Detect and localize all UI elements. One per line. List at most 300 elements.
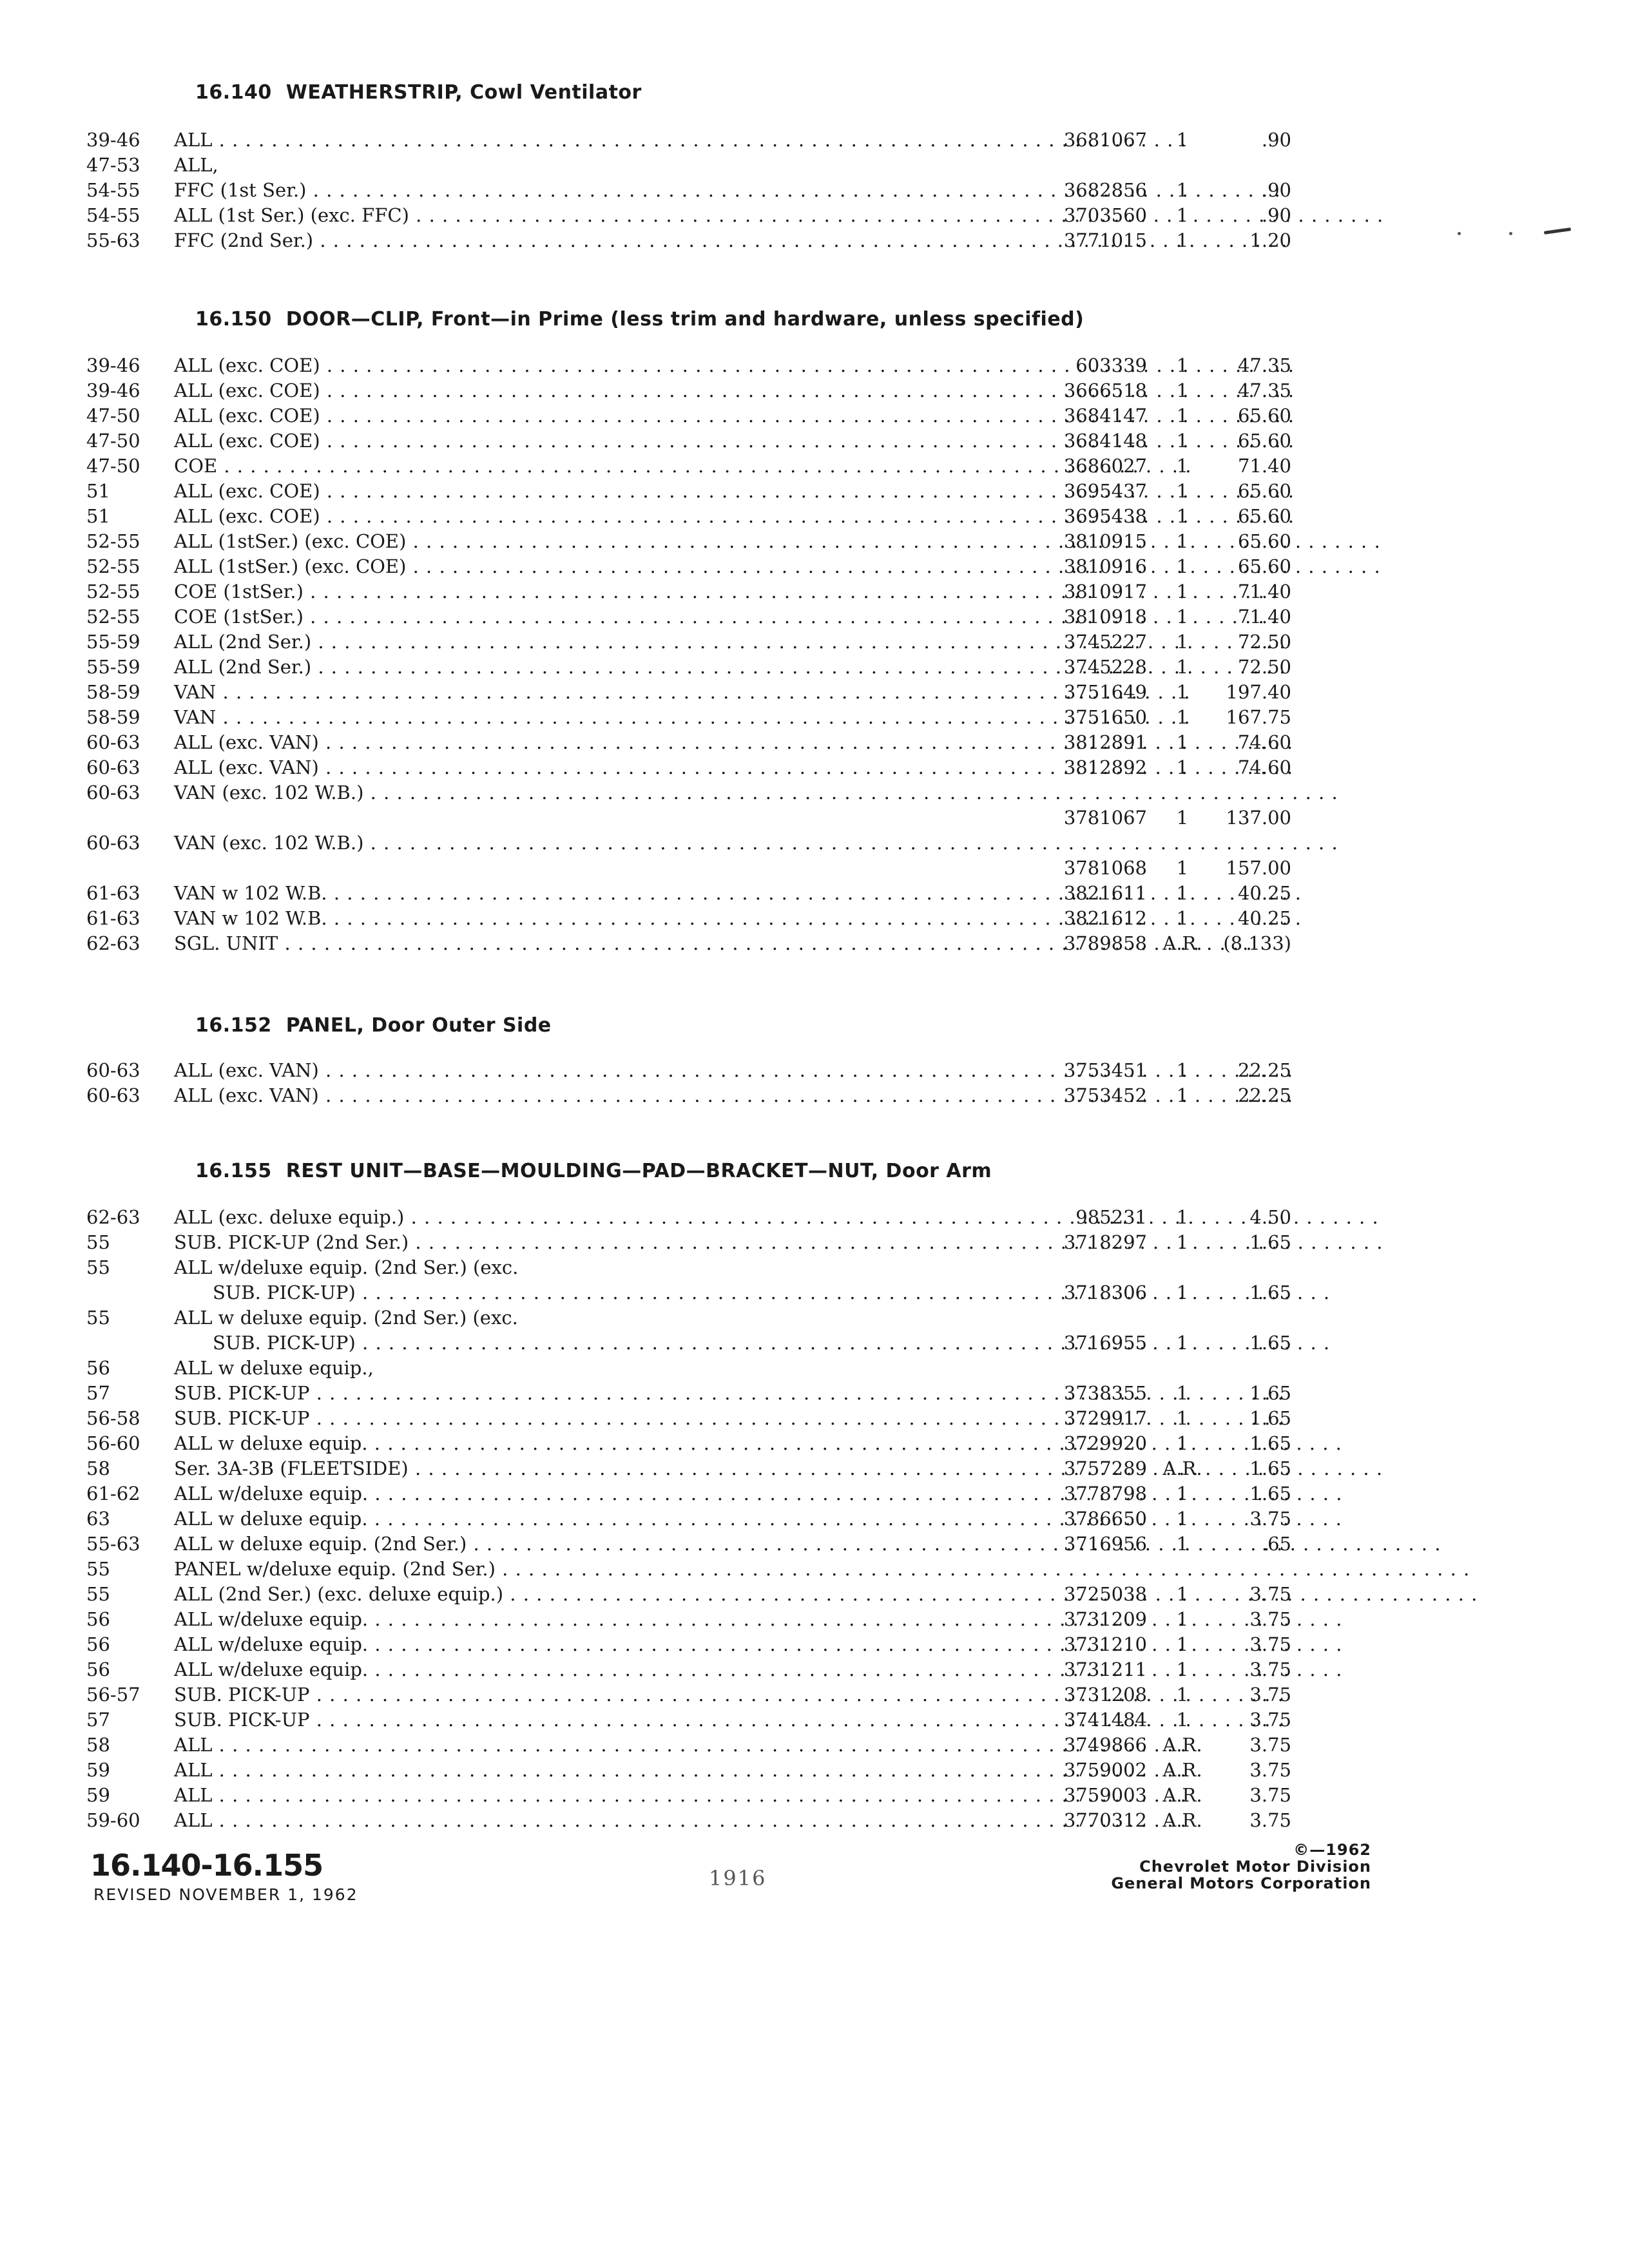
table-row bbox=[0, 354, 1629, 380]
model-text: ALL w/deluxe equip. . . . bbox=[174, 1658, 1342, 1680]
table-row bbox=[0, 1608, 1629, 1633]
model-text: SUB. PICK-UP . . . bbox=[174, 1382, 1284, 1404]
model-text: FFC (2nd Ser.) . . . bbox=[174, 229, 1287, 251]
stray-scan-dot bbox=[1458, 232, 1461, 235]
model-text: SUB. PICK-UP . . . bbox=[174, 1407, 1284, 1429]
part-number-cell: 3716955 bbox=[1063, 1332, 1147, 1354]
table-row bbox=[0, 756, 1629, 782]
table-row bbox=[0, 1633, 1629, 1658]
quantity-cell: 1 bbox=[1176, 1508, 1189, 1530]
part-number-cell: 3789858 bbox=[1063, 932, 1147, 954]
part-number-cell: 3695438 bbox=[1063, 505, 1147, 527]
table-row bbox=[0, 1059, 1629, 1084]
table-row bbox=[0, 1759, 1629, 1784]
years-cell: 51 bbox=[86, 505, 110, 527]
model-text: ALL w deluxe equip., bbox=[174, 1357, 374, 1379]
model-text: ALL . . . bbox=[174, 1759, 1187, 1781]
price-cell: 22.25 bbox=[1237, 1084, 1291, 1106]
years-cell: 57 bbox=[86, 1709, 110, 1731]
quantity-cell: 1 bbox=[1176, 380, 1189, 401]
price-cell: 3.75 bbox=[1249, 1633, 1291, 1655]
years-cell: 39-46 bbox=[86, 380, 140, 401]
quantity-cell: 1 bbox=[1176, 681, 1189, 703]
quantity-cell: 1 bbox=[1176, 631, 1189, 653]
part-number-cell: 3686027 bbox=[1063, 455, 1147, 477]
price-cell: 47.35 bbox=[1237, 380, 1291, 401]
model-cell bbox=[174, 1759, 568, 1781]
years-cell: 52-55 bbox=[86, 606, 140, 628]
quantity-cell: 1 bbox=[1176, 1432, 1189, 1454]
part-number-cell: 3682856 bbox=[1063, 179, 1147, 201]
model-cell bbox=[174, 1809, 568, 1831]
section-number: 16.155 bbox=[195, 1160, 272, 1182]
model-cell bbox=[174, 907, 568, 929]
table-row bbox=[0, 1256, 1629, 1307]
price-cell: 1.20 bbox=[1249, 229, 1291, 251]
model-text: VAN . . . bbox=[174, 706, 1191, 728]
quantity-cell: 1 bbox=[1176, 1206, 1189, 1228]
model-cell bbox=[174, 1483, 568, 1504]
model-text: COE (1stSer.) . . . bbox=[174, 581, 1278, 602]
price-cell: 1.65 bbox=[1249, 1483, 1291, 1504]
table-row bbox=[0, 555, 1629, 581]
years-cell: 55-63 bbox=[86, 229, 140, 251]
table-row bbox=[0, 656, 1629, 681]
price-cell: 71.40 bbox=[1237, 606, 1291, 628]
model-cell bbox=[174, 631, 568, 653]
price-cell: 3.75 bbox=[1249, 1658, 1291, 1680]
price-cell: 1.65 bbox=[1249, 1282, 1291, 1303]
part-number-cell: 3738355 bbox=[1063, 1382, 1147, 1404]
model-text: ALL, bbox=[174, 154, 218, 176]
years-cell: 63 bbox=[86, 1508, 110, 1530]
model-text: SUB. PICK-UP . . . bbox=[174, 1684, 1284, 1706]
model-cell bbox=[174, 480, 568, 502]
table-row bbox=[0, 1407, 1629, 1432]
quantity-cell: 1 bbox=[1176, 129, 1189, 151]
quantity-cell: 1 bbox=[1176, 1059, 1189, 1081]
table-row bbox=[0, 1206, 1629, 1231]
model-text: ALL . . . bbox=[174, 1784, 1187, 1806]
price-cell: 40.25 bbox=[1237, 882, 1291, 904]
model-cell bbox=[174, 1307, 568, 1354]
footer-section-range: 16.140-16.155 bbox=[90, 1848, 323, 1883]
quantity-cell: 1 bbox=[1176, 505, 1189, 527]
years-cell: 56 bbox=[86, 1357, 110, 1379]
part-number-cell: 3684148 bbox=[1063, 430, 1147, 452]
table-row bbox=[0, 731, 1629, 756]
part-number-cell: 3718297 bbox=[1063, 1231, 1147, 1253]
table-row bbox=[0, 530, 1629, 555]
quantity-cell: 1 bbox=[1176, 204, 1189, 226]
table-row bbox=[0, 907, 1629, 932]
model-cell bbox=[174, 882, 568, 904]
part-number-cell: 603339 bbox=[1075, 354, 1147, 376]
quantity-cell: 1 bbox=[1176, 1684, 1189, 1706]
model-cell bbox=[174, 354, 568, 376]
quantity-cell: 1 bbox=[1176, 530, 1189, 552]
years-cell: 59 bbox=[86, 1784, 110, 1806]
price-cell: 65.60 bbox=[1237, 505, 1291, 527]
model-text-continued: SUB. PICK-UP) . . . bbox=[213, 1282, 568, 1303]
table-row bbox=[0, 1508, 1629, 1533]
section-title: WEATHERSTRIP, Cowl Ventilator bbox=[285, 81, 642, 104]
years-cell: 61-62 bbox=[86, 1483, 140, 1504]
years-cell: 58 bbox=[86, 1734, 110, 1756]
model-cell bbox=[174, 932, 568, 954]
table-row bbox=[0, 1457, 1629, 1483]
model-text: ALL (1st Ser.) (exc. FFC) . . . bbox=[174, 204, 1383, 226]
price-cell: 1.65 bbox=[1249, 1407, 1291, 1429]
quantity-cell: 1 bbox=[1176, 706, 1189, 728]
page-number: 1916 bbox=[709, 1866, 767, 1890]
model-text: SUB. PICK-UP . . . bbox=[174, 1709, 1284, 1731]
years-cell: 60-63 bbox=[86, 1084, 140, 1106]
table-row bbox=[0, 1583, 1629, 1608]
part-number-cell: 3812892 bbox=[1063, 756, 1147, 778]
years-cell: 47-50 bbox=[86, 455, 140, 477]
years-cell: 47-50 bbox=[86, 405, 140, 427]
years-cell: 60-63 bbox=[86, 782, 140, 803]
quantity-cell: 1 bbox=[1176, 179, 1189, 201]
quantity-cell: 1 bbox=[1176, 555, 1189, 577]
model-cell bbox=[174, 782, 568, 803]
model-text: ALL (1stSer.) (exc. COE) . . . bbox=[174, 555, 1381, 577]
price-cell: 65.60 bbox=[1237, 405, 1291, 427]
table-row bbox=[0, 455, 1629, 480]
part-number-cell: 3729917 bbox=[1063, 1407, 1147, 1429]
model-cell bbox=[174, 1231, 568, 1253]
model-text: ALL w deluxe equip. . . . bbox=[174, 1508, 1342, 1530]
division-name: Chevrolet Motor Division bbox=[1139, 1858, 1371, 1876]
table-row bbox=[0, 1307, 1629, 1357]
part-number-cell: 3666518 bbox=[1063, 380, 1147, 401]
model-cell bbox=[174, 1533, 568, 1555]
footer-revised-date: REVISED NOVEMBER 1, 1962 bbox=[93, 1885, 358, 1904]
price-cell: 1.65 bbox=[1249, 1382, 1291, 1404]
price-cell: 47.35 bbox=[1237, 354, 1291, 376]
quantity-cell: 1 bbox=[1176, 354, 1189, 376]
model-cell bbox=[174, 455, 568, 477]
model-cell bbox=[174, 505, 568, 527]
years-cell: 56 bbox=[86, 1633, 110, 1655]
corporation-name: General Motors Corporation bbox=[1111, 1874, 1371, 1892]
model-cell bbox=[174, 1684, 568, 1706]
model-text: ALL w/deluxe equip. . . . bbox=[174, 1483, 1342, 1504]
price-cell: 1.65 bbox=[1249, 1332, 1291, 1354]
quantity-cell: 1 bbox=[1176, 430, 1189, 452]
model-text: ALL (exc. VAN) . . . bbox=[174, 1059, 1293, 1081]
model-cell bbox=[174, 1508, 568, 1530]
price-cell: 74.60 bbox=[1237, 731, 1291, 753]
model-text: ALL (exc. COE) . . . bbox=[174, 505, 1295, 527]
years-cell: 55-63 bbox=[86, 1533, 140, 1555]
part-number-cell: 3786650 bbox=[1063, 1508, 1147, 1530]
years-cell: 56-58 bbox=[86, 1407, 140, 1429]
section-title: DOOR—CLIP, Front—in Prime (less trim and hardware, unless specified) bbox=[285, 308, 1084, 331]
model-text: SGL. UNIT . . . bbox=[174, 932, 1253, 954]
years-cell: 54-55 bbox=[86, 179, 140, 201]
model-cell bbox=[174, 1457, 568, 1479]
model-cell bbox=[174, 1734, 568, 1756]
quantity-cell: A.R. bbox=[1162, 1759, 1202, 1781]
part-number-cell: 3781067 bbox=[1063, 807, 1147, 829]
years-cell: 60-63 bbox=[86, 832, 140, 854]
table-row bbox=[0, 1432, 1629, 1457]
years-cell: 39-46 bbox=[86, 354, 140, 376]
model-cell bbox=[174, 731, 568, 753]
model-cell bbox=[174, 656, 568, 678]
parts-table bbox=[0, 129, 1629, 255]
section-title: PANEL, Door Outer Side bbox=[285, 1014, 552, 1037]
model-text: ALL . . . bbox=[174, 1809, 1187, 1831]
model-text: ALL (2nd Ser.) . . . bbox=[174, 631, 1286, 653]
model-text: PANEL w/deluxe equip. (2nd Ser.) . . . bbox=[174, 1558, 1470, 1580]
model-text: ALL w deluxe equip. (2nd Ser.) (exc. bbox=[174, 1307, 518, 1329]
years-cell: 60-63 bbox=[86, 756, 140, 778]
part-number-cell: 3781068 bbox=[1063, 857, 1147, 879]
quantity-cell: 1 bbox=[1176, 405, 1189, 427]
years-cell: 56 bbox=[86, 1608, 110, 1630]
price-cell: 3.75 bbox=[1249, 1784, 1291, 1806]
section-heading bbox=[195, 81, 642, 104]
section-number: 16.150 bbox=[195, 308, 272, 331]
model-cell bbox=[174, 1633, 568, 1655]
years-cell: 58 bbox=[86, 1457, 110, 1479]
years-cell: 56-60 bbox=[86, 1432, 140, 1454]
model-text: ALL (exc. VAN) . . . bbox=[174, 1084, 1293, 1106]
model-text: COE (1stSer.) . . . bbox=[174, 606, 1278, 628]
model-cell bbox=[174, 1432, 568, 1454]
part-number-cell: 3810917 bbox=[1063, 581, 1147, 602]
table-row bbox=[0, 129, 1629, 154]
part-number-cell: 3810915 bbox=[1063, 530, 1147, 552]
quantity-cell: A.R. bbox=[1162, 1457, 1202, 1479]
model-text: ALL (exc. COE) . . . bbox=[174, 354, 1295, 376]
years-cell: 55 bbox=[86, 1307, 110, 1329]
years-cell: 55 bbox=[86, 1231, 110, 1253]
model-cell bbox=[174, 154, 568, 176]
table-row bbox=[0, 1084, 1629, 1110]
model-text: ALL (2nd Ser.) . . . bbox=[174, 656, 1286, 678]
model-cell bbox=[174, 430, 568, 452]
price-cell: 1.65 bbox=[1249, 1432, 1291, 1454]
part-number-cell: 3725038 bbox=[1063, 1583, 1147, 1605]
section-heading bbox=[195, 1014, 552, 1037]
years-cell: 58-59 bbox=[86, 706, 140, 728]
years-cell: 47-53 bbox=[86, 154, 140, 176]
part-number-cell: 3745228 bbox=[1063, 656, 1147, 678]
table-row bbox=[0, 932, 1629, 957]
quantity-cell: 1 bbox=[1176, 1483, 1189, 1504]
years-cell: 55-59 bbox=[86, 631, 140, 653]
price-cell: .65 bbox=[1261, 1533, 1291, 1555]
model-text: ALL . . . bbox=[174, 1734, 1187, 1756]
years-cell: 55 bbox=[86, 1558, 110, 1580]
quantity-cell: A.R. bbox=[1162, 1734, 1202, 1756]
price-cell: 72.50 bbox=[1237, 631, 1291, 653]
quantity-cell: 1 bbox=[1176, 1633, 1189, 1655]
price-cell: 197.40 bbox=[1226, 681, 1291, 703]
part-number-cell: 3757289 bbox=[1063, 1457, 1147, 1479]
model-text: ALL . . . bbox=[174, 129, 1187, 151]
model-cell bbox=[174, 1709, 568, 1731]
part-number-cell: 3741484 bbox=[1063, 1709, 1147, 1731]
price-cell: 40.25 bbox=[1237, 907, 1291, 929]
quantity-cell: 1 bbox=[1176, 731, 1189, 753]
model-text: VAN w 102 W.B. . . . bbox=[174, 907, 1302, 929]
model-cell bbox=[174, 179, 568, 201]
quantity-cell: 1 bbox=[1176, 1407, 1189, 1429]
quantity-cell: 1 bbox=[1176, 1709, 1189, 1731]
years-cell: 47-50 bbox=[86, 430, 140, 452]
quantity-cell: 1 bbox=[1176, 581, 1189, 602]
price-cell: 71.40 bbox=[1237, 581, 1291, 602]
quantity-cell: 1 bbox=[1176, 1583, 1189, 1605]
model-text: VAN w 102 W.B. . . . bbox=[174, 882, 1302, 904]
part-number-cell: 3810916 bbox=[1063, 555, 1147, 577]
price-cell: 74.60 bbox=[1237, 756, 1291, 778]
quantity-cell: 1 bbox=[1176, 1533, 1189, 1555]
table-row bbox=[0, 430, 1629, 455]
part-number-cell: 3731211 bbox=[1063, 1658, 1147, 1680]
price-cell: 71.40 bbox=[1237, 455, 1291, 477]
model-text: Ser. 3A-3B (FLEETSIDE) . . . bbox=[174, 1457, 1383, 1479]
part-number-cell: 3731209 bbox=[1063, 1608, 1147, 1630]
price-cell: .90 bbox=[1261, 204, 1291, 226]
model-text: ALL w/deluxe equip. . . . bbox=[174, 1633, 1342, 1655]
model-text: SUB. PICK-UP (2nd Ser.) . . . bbox=[174, 1231, 1383, 1253]
table-row bbox=[0, 681, 1629, 706]
quantity-cell: 1 bbox=[1176, 882, 1189, 904]
years-cell: 61-63 bbox=[86, 882, 140, 904]
model-text: ALL (exc. COE) . . . bbox=[174, 480, 1295, 502]
price-cell: 3.75 bbox=[1249, 1608, 1291, 1630]
table-row bbox=[0, 154, 1629, 179]
model-cell bbox=[174, 1084, 568, 1106]
part-number-cell: 3729920 bbox=[1063, 1432, 1147, 1454]
quantity-cell: 1 bbox=[1176, 480, 1189, 502]
model-cell bbox=[174, 1206, 568, 1228]
price-cell: (8.133) bbox=[1223, 932, 1291, 954]
price-cell: 72.50 bbox=[1237, 656, 1291, 678]
part-number-cell: 3684147 bbox=[1063, 405, 1147, 427]
table-row bbox=[0, 505, 1629, 530]
table-row bbox=[0, 1357, 1629, 1382]
model-text-continued: SUB. PICK-UP) . . . bbox=[213, 1332, 568, 1354]
price-cell: 3.75 bbox=[1249, 1709, 1291, 1731]
years-cell: 56 bbox=[86, 1658, 110, 1680]
quantity-cell: A.R. bbox=[1162, 932, 1202, 954]
part-number-cell: 3821611 bbox=[1063, 882, 1147, 904]
table-row bbox=[0, 581, 1629, 606]
quantity-cell: 1 bbox=[1176, 857, 1189, 879]
years-cell: 62-63 bbox=[86, 1206, 140, 1228]
table-row bbox=[0, 782, 1629, 832]
section-number: 16.140 bbox=[195, 81, 272, 104]
quantity-cell: 1 bbox=[1176, 907, 1189, 929]
part-number-cell: 3681067 bbox=[1063, 129, 1147, 151]
stray-scan-dot bbox=[1509, 232, 1512, 235]
model-text: ALL (exc. deluxe equip.) . . . bbox=[174, 1206, 1379, 1228]
quantity-cell: A.R. bbox=[1162, 1784, 1202, 1806]
quantity-cell: 1 bbox=[1176, 606, 1189, 628]
quantity-cell: 1 bbox=[1176, 756, 1189, 778]
model-cell bbox=[174, 1382, 568, 1404]
table-row bbox=[0, 706, 1629, 731]
model-text: ALL w/deluxe equip. (2nd Ser.) (exc. bbox=[174, 1256, 519, 1278]
years-cell: 60-63 bbox=[86, 1059, 140, 1081]
table-row bbox=[0, 380, 1629, 405]
price-cell: 65.60 bbox=[1237, 555, 1291, 577]
quantity-cell: 1 bbox=[1176, 1332, 1189, 1354]
model-text: VAN (exc. 102 W.B.) . . . bbox=[174, 832, 1338, 854]
model-cell bbox=[174, 1357, 568, 1379]
model-text: ALL (exc. VAN) . . . bbox=[174, 756, 1293, 778]
model-cell bbox=[174, 405, 568, 427]
table-row bbox=[0, 1734, 1629, 1759]
model-cell bbox=[174, 606, 568, 628]
table-row bbox=[0, 1483, 1629, 1508]
model-text: ALL (exc. COE) . . . bbox=[174, 380, 1295, 401]
parts-table bbox=[0, 354, 1629, 957]
quantity-cell: 1 bbox=[1176, 1608, 1189, 1630]
quantity-cell: 1 bbox=[1176, 1658, 1189, 1680]
quantity-cell: A.R. bbox=[1162, 1809, 1202, 1831]
part-number-cell: 3751649 bbox=[1063, 681, 1147, 703]
years-cell: 52-55 bbox=[86, 530, 140, 552]
table-row bbox=[0, 832, 1629, 882]
model-cell bbox=[174, 555, 568, 577]
table-row bbox=[0, 405, 1629, 430]
model-text: ALL (2nd Ser.) (exc. deluxe equip.) . . . bbox=[174, 1583, 1478, 1605]
table-row bbox=[0, 204, 1629, 229]
price-cell: 1.65 bbox=[1249, 1457, 1291, 1479]
section-number: 16.152 bbox=[195, 1014, 272, 1037]
model-text: ALL w deluxe equip. (2nd Ser.) . . . bbox=[174, 1533, 1441, 1555]
part-number-cell: 3718306 bbox=[1063, 1282, 1147, 1303]
model-cell bbox=[174, 530, 568, 552]
quantity-cell: 1 bbox=[1176, 455, 1189, 477]
part-number-cell: 3759002 bbox=[1063, 1759, 1147, 1781]
table-row bbox=[0, 480, 1629, 505]
price-cell: 157.00 bbox=[1226, 857, 1291, 879]
model-cell bbox=[174, 832, 568, 854]
years-cell: 54-55 bbox=[86, 204, 140, 226]
model-cell bbox=[174, 204, 568, 226]
table-row bbox=[0, 631, 1629, 656]
price-cell: 3.75 bbox=[1249, 1684, 1291, 1706]
model-cell bbox=[174, 229, 568, 251]
table-row bbox=[0, 179, 1629, 204]
price-cell: 3.75 bbox=[1249, 1759, 1291, 1781]
model-cell bbox=[174, 581, 568, 602]
part-number-cell: 3745227 bbox=[1063, 631, 1147, 653]
part-number-cell: 3716956 bbox=[1063, 1533, 1147, 1555]
table-row bbox=[0, 1533, 1629, 1558]
table-row bbox=[0, 606, 1629, 631]
price-cell: 3.75 bbox=[1249, 1508, 1291, 1530]
years-cell: 59 bbox=[86, 1759, 110, 1781]
model-text: VAN . . . bbox=[174, 681, 1191, 703]
parts-table bbox=[0, 1206, 1629, 1834]
price-cell: 3.75 bbox=[1249, 1734, 1291, 1756]
part-number-cell: 985231 bbox=[1075, 1206, 1147, 1228]
years-cell: 57 bbox=[86, 1382, 110, 1404]
model-cell bbox=[174, 1558, 568, 1580]
price-cell: 3.75 bbox=[1249, 1583, 1291, 1605]
price-cell: 22.25 bbox=[1237, 1059, 1291, 1081]
